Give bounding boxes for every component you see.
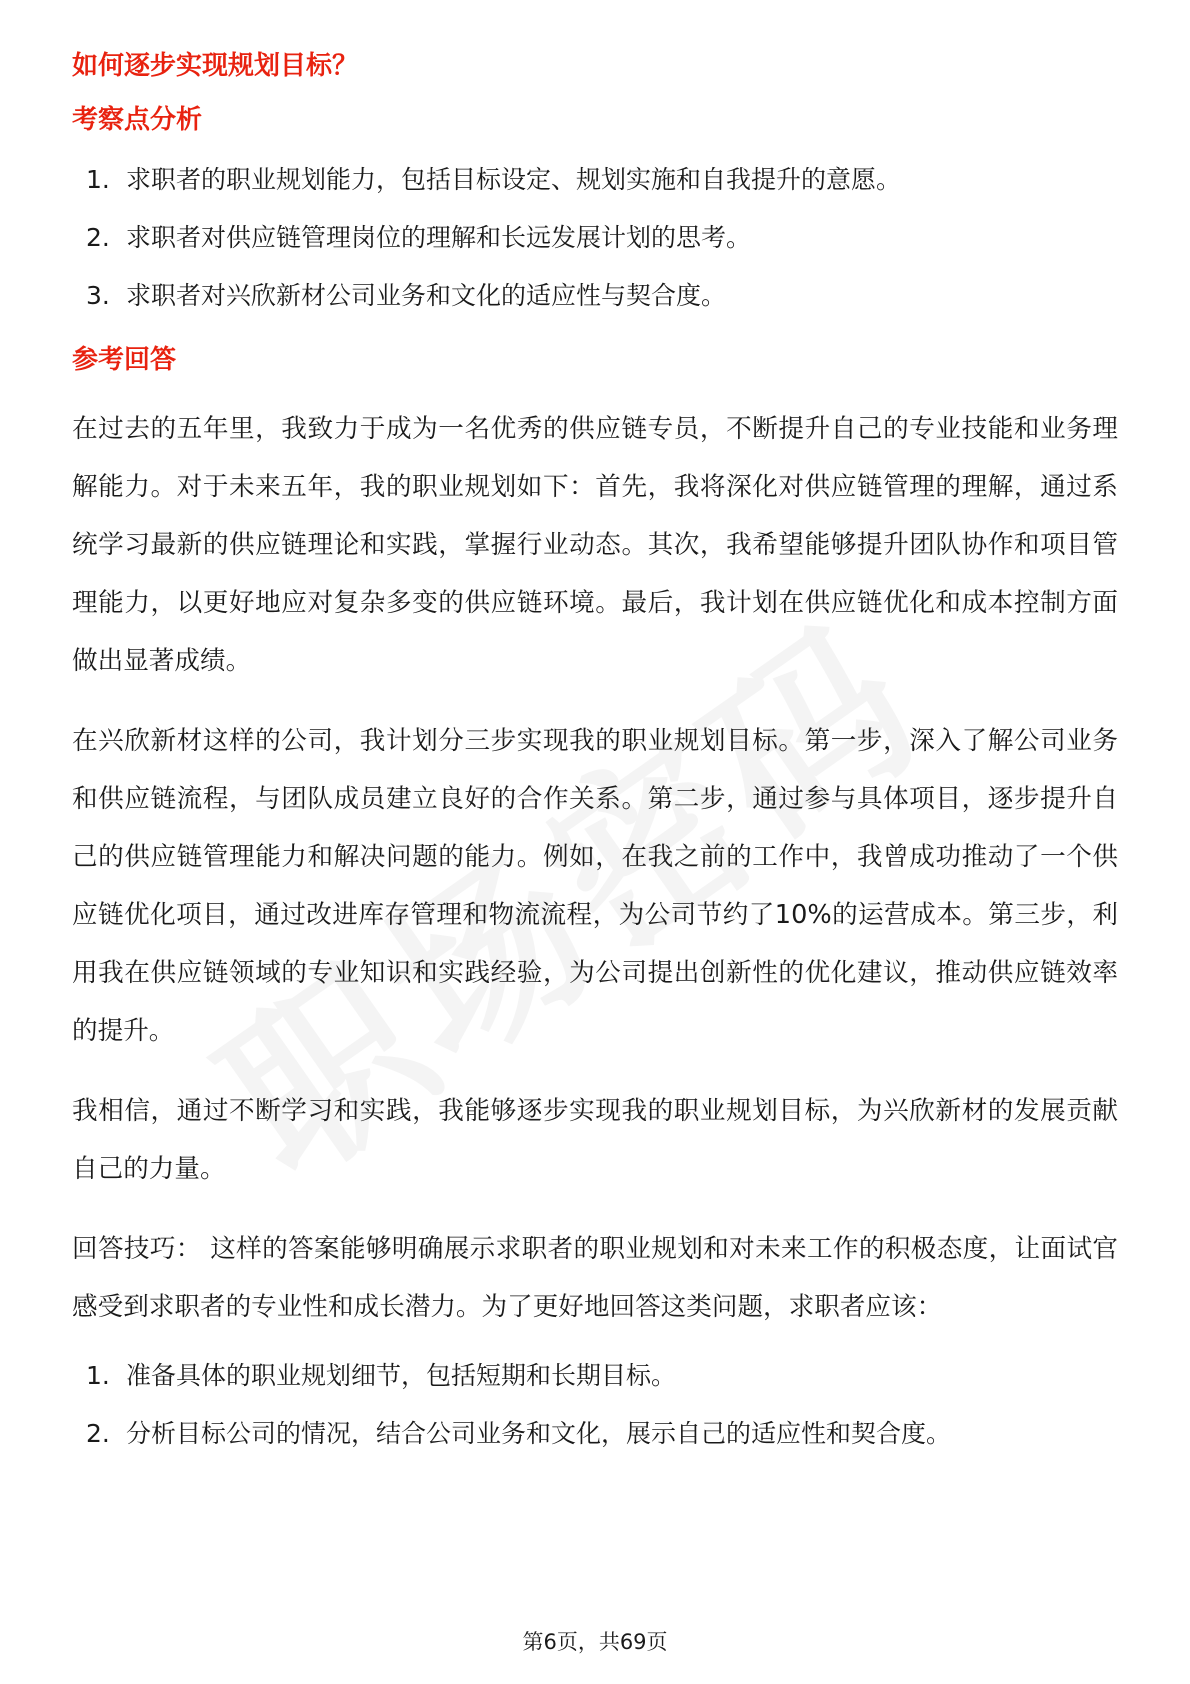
- list-item: [72, 220, 1118, 256]
- answer-heading: 参考回答: [72, 345, 177, 375]
- page-footer: 第6页，共69页: [522, 1630, 668, 1654]
- tips-list: [72, 1358, 1118, 1452]
- list-item-number: 2.: [86, 223, 110, 252]
- answer-paragraph: 在兴欣新材这样的公司，我计划分三步实现我的职业规划目标。第一步，深入了解公司业务和供应链流程，与团队成员建立良好的合作关系。第二步，通过参与具体项目，逐步提升自己的供应链管理能力和解决问题的能力。例如，在我之前的工作中，我曾成功推动了一个供应链优化项目，通过改进库存管理和物流流程，为公司节约了10%的运营成本。第三步，利用我在供应链领域的专业知识和实践经验，为公司提出创新性的优化建议，推动供应链效率的提升。: [72, 726, 1118, 1046]
- answer-paragraph: 在过去的五年里，我致力于成为一名优秀的供应链专员，不断提升自己的专业技能和业务理解能力。对于未来五年，我的职业规划如下：首先，我将深化对供应链管理的理解，通过系统学习最新的供应链理论和实践，掌握行业动态。其次，我希望能够提升团队协作和项目管理能力，以更好地应对复杂多变的供应链环境。最后，我计划在供应链优化和成本控制方面做出显著成绩。: [72, 414, 1118, 676]
- analysis-heading: 考察点分析: [72, 105, 203, 135]
- list-item: [72, 162, 1118, 198]
- list-item-number: 1.: [86, 165, 110, 194]
- analysis-list: [72, 162, 1118, 314]
- list-item-number: 2.: [86, 1419, 110, 1448]
- answer-tips-paragraph: 回答技巧： 这样的答案能够明确展示求职者的职业规划和对未来工作的积极态度，让面试官感受到求职者的专业性和成长潜力。为了更好地回答这类问题，求职者应该：: [72, 1234, 1118, 1322]
- list-item-text: 分析目标公司的情况，结合公司业务和文化，展示自己的适应性和契合度。: [126, 1419, 952, 1448]
- answer-paragraph: 我相信，通过不断学习和实践，我能够逐步实现我的职业规划目标，为兴欣新材的发展贡献自己的力量。: [72, 1096, 1118, 1184]
- list-item-text: 求职者对兴欣新材公司业务和文化的适应性与契合度。: [126, 281, 727, 310]
- list-item-text: 求职者对供应链管理岗位的理解和长远发展计划的思考。: [126, 223, 752, 252]
- list-item-number: 1.: [86, 1361, 110, 1390]
- list-item: [72, 1416, 1118, 1452]
- list-item: [72, 278, 1118, 314]
- list-item-text: 求职者的职业规划能力，包括目标设定、规划实施和自我提升的意愿。: [126, 165, 902, 194]
- list-item-text: 准备具体的职业规划细节，包括短期和长期目标。: [126, 1361, 677, 1390]
- list-item: [72, 1358, 1118, 1394]
- page-title: 如何逐步实现规划目标？: [72, 51, 359, 81]
- list-item-number: 3.: [86, 281, 110, 310]
- page-content: [72, 48, 1118, 1474]
